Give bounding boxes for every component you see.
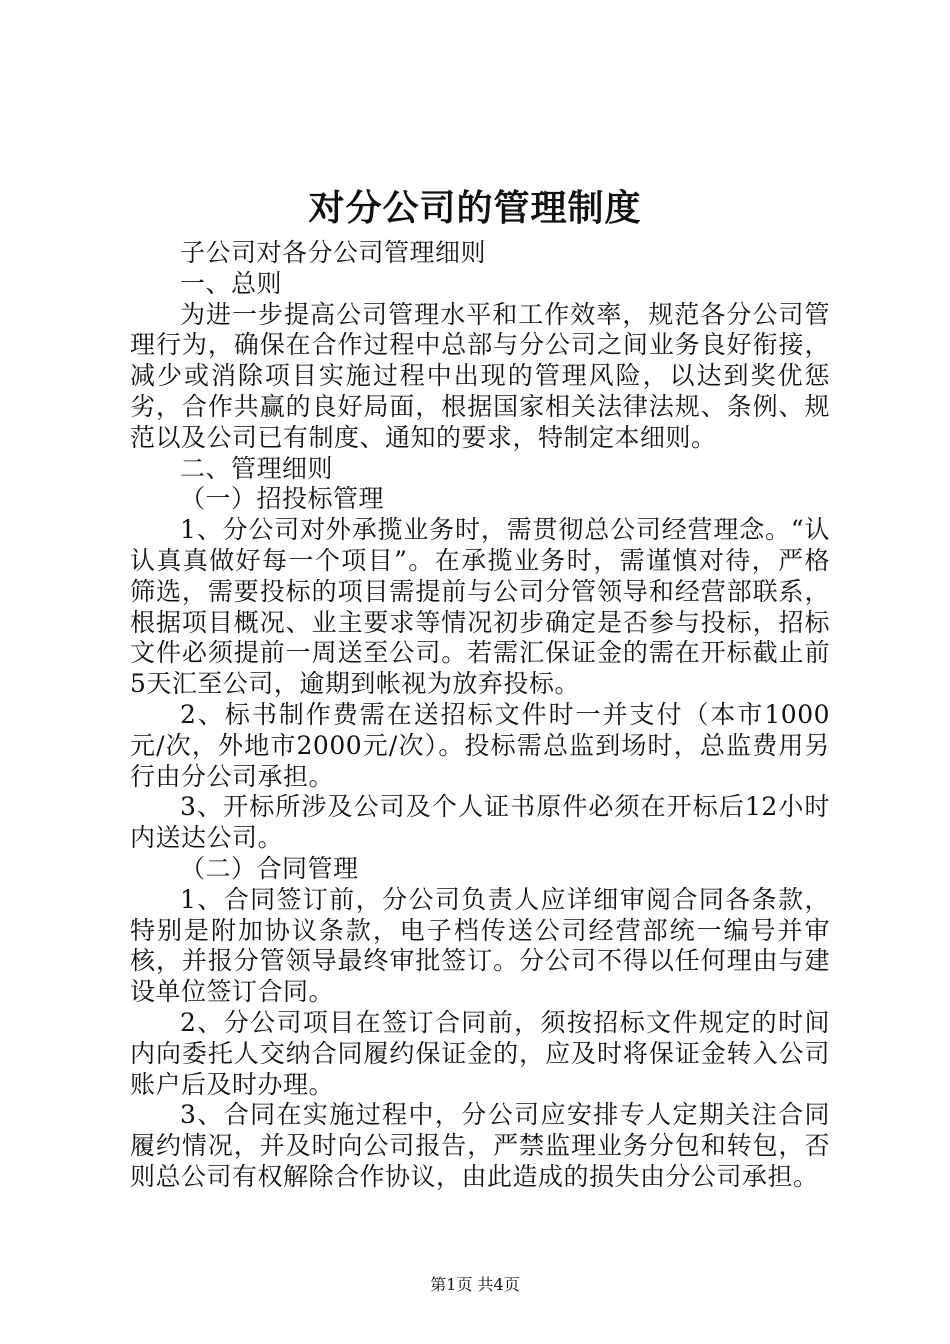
document-body xyxy=(130,238,830,1193)
paragraph-contract-2: 2、分公司项目在签订合同前，须按招标文件规定的时间内向委托人交纳合同履约保证金的，应及时将保证金转入公司账户后及时办理。 xyxy=(130,1007,830,1099)
paragraph-bidding-2: 2、标书制作费需在送招标文件时一并支付（本市1000元/次，外地市2000元/次）。投标需总监到场时，总监费用另行由分公司承担。 xyxy=(130,699,830,791)
section-heading-general: 一、总则 xyxy=(180,268,283,298)
subsection-heading-contract: （二）合同管理 xyxy=(180,853,359,883)
subtitle-paragraph: 子公司对各分公司管理细则 xyxy=(180,238,487,267)
page-footer: 第1页 共4页 xyxy=(430,1275,520,1294)
paragraph-contract-3: 3、合同在实施过程中，分公司应安排专人定期关注合同履约情况，并及时向公司报告，严禁监理业务分包和转包，否则总公司有权解除合作协议，由此造成的损失由分公司承担。 xyxy=(130,1100,830,1191)
paragraph-bidding-3: 3、开标所涉及公司及个人证书原件必须在开标后12小时内送达公司。 xyxy=(130,792,830,853)
subsection-heading-bidding: （一）招投标管理 xyxy=(180,484,385,514)
paragraph-general-purpose: 为进一步提高公司管理水平和工作效率，规范各分公司管理行为，确保在合作过程中总部与分公司之间业务良好衔接，减少或消除项目实施过程中出现的管理风险，以达到奖优惩劣，合作共赢的良好局面，根据国家相关法律法规、条例、规范以及公司已有制度、通知的要求，特制定本细则。 xyxy=(130,299,830,452)
document-title: 对分公司的管理制度 xyxy=(308,187,642,229)
paragraph-bidding-1: 1、分公司对外承揽业务时，需贯彻总公司经营理念。“认认真真做好每一个项目”。在承揽业务时，需谨慎对待，严格筛选，需要投标的项目需提前与公司分管领导和经营部联系，根据项目概况、业主要求等情况初步确定是否参与投标，招标文件必须提前一周送至公司。若需汇保证金的需在开标截止前5天汇至公司，逾期到帐视为放弃投标。 xyxy=(130,515,830,699)
paragraph-contract-1: 1、合同签订前，分公司负责人应详细审阅合同各条款，特别是附加协议条款，电子档传送公司经营部统一编号并审核，并报分管领导最终审批签订。分公司不得以任何理由与建设单位签订合同。 xyxy=(130,884,830,1007)
section-heading-rules: 二、管理细则 xyxy=(180,453,334,483)
